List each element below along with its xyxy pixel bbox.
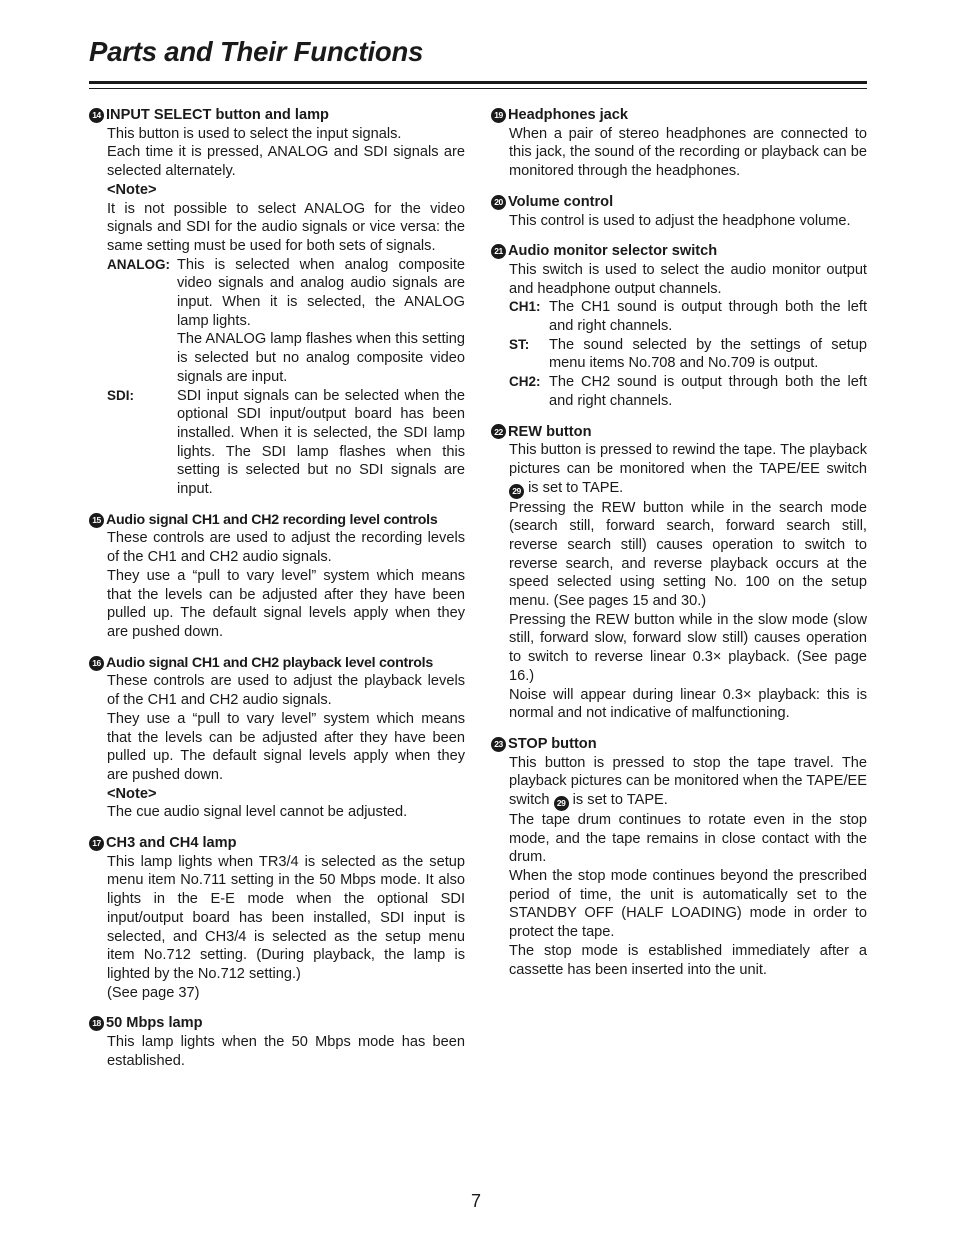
section-rew-button bbox=[491, 423, 867, 723]
section-stop-button bbox=[491, 735, 867, 979]
paragraph-text: is set to TAPE. bbox=[528, 479, 624, 496]
paragraph: When the stop mode continues beyond the prescribed period of time, the unit is automatically set to the STANDBY OFF (HALF LOADING) mode in order to protect the tape. bbox=[509, 868, 867, 941]
paragraph: They use a “pull to vary level” system which means that the levels can be adjusted after they have been pulled up. The default signal levels apply when they are pushed down. bbox=[107, 567, 465, 640]
paragraph-text: This button is pressed to stop the tape travel. The playback pictures can be monitored when the TAPE/EE switch bbox=[509, 754, 867, 809]
item-number-badge: 22 bbox=[491, 424, 506, 439]
item-number-badge: 21 bbox=[491, 244, 506, 259]
section-input-select bbox=[89, 106, 465, 499]
header-rule bbox=[89, 81, 867, 84]
section-heading bbox=[89, 511, 465, 530]
definition-text: The CH2 sound is output through both the left and right channels. bbox=[549, 374, 867, 409]
item-number-badge: 20 bbox=[491, 195, 506, 210]
paragraph: This button is used to select the input signals. bbox=[107, 125, 402, 142]
section-heading bbox=[89, 106, 465, 125]
paragraph: These controls are used to adjust the playback levels of the CH1 and CH2 audio signals. bbox=[107, 673, 465, 709]
paragraph: This lamp lights when the 50 Mbps mode has been established. bbox=[107, 1034, 465, 1069]
paragraph: They use a “pull to vary level” system which means that the levels can be adjusted after they have been pulled up. The default signal levels apply when they are pushed down. bbox=[107, 710, 465, 783]
section-title: STOP button bbox=[508, 735, 597, 752]
item-number-badge: 19 bbox=[491, 108, 506, 123]
paragraph: Pressing the REW button while in the search mode (search still, forward search, forward search still, reverse search still) causes operation to switch to reverse search, and reverse playback occurs at the speed selected using setting No. 100 on the setup menu. (See pages 15 and 30.) bbox=[509, 499, 867, 610]
item-number-badge: 23 bbox=[491, 737, 506, 752]
section-title: Audio monitor selector switch bbox=[508, 243, 718, 260]
paragraph: The tape drum continues to rotate even in the stop mode, and the tape remains in close contact with the drum. bbox=[509, 811, 867, 866]
section-title: Audio signal CH1 and CH2 recording level controls bbox=[106, 511, 438, 528]
definition-sdi bbox=[107, 387, 465, 499]
section-heading bbox=[491, 423, 867, 442]
left-column bbox=[89, 106, 465, 1082]
section-heading bbox=[491, 735, 867, 754]
note-label: <Note> bbox=[107, 181, 157, 198]
note-text: It is not possible to select ANALOG for the video signals and SDI for the audio signals or vice versa: the same setting must be used for both sets of signals. bbox=[107, 200, 465, 254]
definition-text: The sound selected by the settings of setup menu items No.708 and No.709 is output. bbox=[549, 336, 867, 372]
paragraph-text: This button is pressed to rewind the tape. The playback pictures can be monitored when the TAPE/EE switch bbox=[509, 442, 867, 477]
paragraph-text: is set to TAPE. bbox=[572, 792, 668, 809]
paragraph: The stop mode is established immediately after a cassette has been inserted into the unit. bbox=[509, 942, 867, 978]
reference-number-badge: 29 bbox=[554, 796, 569, 811]
definition-ch2 bbox=[509, 373, 867, 410]
item-number-badge: 16 bbox=[89, 656, 104, 671]
section-recording-level bbox=[89, 511, 465, 642]
section-heading bbox=[89, 654, 465, 673]
definition-term: ANALOG: bbox=[107, 256, 170, 272]
page-number: 7 bbox=[471, 1191, 482, 1211]
paragraph: This switch is used to select the audio monitor output and headphone output channels. bbox=[509, 261, 867, 297]
item-number-badge: 14 bbox=[89, 108, 104, 123]
section-title: Volume control bbox=[508, 193, 614, 210]
definition-ch1 bbox=[509, 298, 867, 335]
definition-term: ST: bbox=[509, 336, 530, 352]
paragraph bbox=[509, 754, 867, 811]
paragraph: These controls are used to adjust the recording levels of the CH1 and CH2 audio signals. bbox=[107, 530, 465, 566]
section-volume-control bbox=[491, 193, 867, 230]
section-title: REW button bbox=[508, 423, 592, 440]
definition-term: CH1: bbox=[509, 299, 541, 315]
section-title: CH3 and CH4 lamp bbox=[106, 835, 237, 852]
paragraph bbox=[509, 441, 867, 498]
section-ch3-ch4-lamp bbox=[89, 834, 465, 1002]
item-number-badge: 17 bbox=[89, 836, 104, 851]
section-heading bbox=[89, 1014, 465, 1033]
paragraph: Each time it is pressed, ANALOG and SDI signals are selected alternately. bbox=[107, 144, 465, 180]
item-number-badge: 18 bbox=[89, 1016, 104, 1031]
right-column bbox=[491, 106, 867, 991]
definition-text: The CH1 sound is output through both the left and right channels. bbox=[549, 299, 867, 335]
definition-text: This is selected when analog composite video signals and analog audio signals are input. When it is selected, the ANALOG lamp lights. bbox=[177, 256, 465, 329]
paragraph: This control is used to adjust the headphone volume. bbox=[509, 212, 851, 229]
section-title: Audio signal CH1 and CH2 playback level controls bbox=[106, 654, 434, 671]
definition-analog bbox=[107, 256, 465, 387]
item-number-badge: 15 bbox=[89, 513, 104, 528]
header-rule-thin bbox=[89, 88, 867, 89]
section-audio-monitor-selector bbox=[491, 242, 867, 410]
section-heading bbox=[491, 242, 867, 261]
note-text: The cue audio signal level cannot be adjusted. bbox=[107, 804, 408, 821]
reference-number-badge: 29 bbox=[509, 484, 524, 499]
definition-term: SDI: bbox=[107, 387, 134, 403]
section-heading bbox=[491, 106, 867, 125]
section-headphones-jack bbox=[491, 106, 867, 181]
paragraph: (See page 37) bbox=[107, 984, 200, 1001]
section-50mbps-lamp bbox=[89, 1014, 465, 1070]
section-title: Headphones jack bbox=[508, 107, 629, 123]
paragraph: This lamp lights when TR3/4 is selected as the setup menu item No.711 setting in the 50 Mbps mode. It also lights in the E-E mode when the optional SDI input/output board has been installed, SDI input is selected, and CH3/4 is selected as the setup menu item No.712 setting. (During playback, the lamp is lighted by the No.712 setting.) bbox=[107, 853, 465, 982]
definition-text: SDI input signals can be selected when the optional SDI input/output board has been installed. When it is selected, the SDI lamp lights. The SDI lamp flashes when this setting is selected but no SDI signals are input. bbox=[177, 387, 465, 498]
definition-text: The ANALOG lamp flashes when this setting is selected but no analog composite video signals are input. bbox=[177, 331, 465, 385]
definition-term: CH2: bbox=[509, 374, 541, 390]
section-heading bbox=[89, 834, 465, 853]
section-playback-level bbox=[89, 654, 465, 822]
paragraph: Pressing the REW button while in the slow mode (slow still, forward slow, forward slow still) causes operation to switch to reverse linear 0.3× playback. (See page 16.) bbox=[509, 611, 867, 684]
section-title: INPUT SELECT button and lamp bbox=[106, 107, 329, 123]
paragraph: Noise will appear during linear 0.3× playback: this is normal and not indicative of malfunctioning. bbox=[509, 686, 867, 722]
page-title: Parts and Their Functions bbox=[89, 36, 424, 67]
definition-st bbox=[509, 336, 867, 373]
section-heading bbox=[491, 193, 867, 212]
section-title: 50 Mbps lamp bbox=[106, 1015, 203, 1032]
note-label: <Note> bbox=[107, 785, 157, 802]
paragraph: When a pair of stereo headphones are connected to this jack, the sound of the recording or playback can be monitored through the headphones. bbox=[509, 125, 867, 180]
